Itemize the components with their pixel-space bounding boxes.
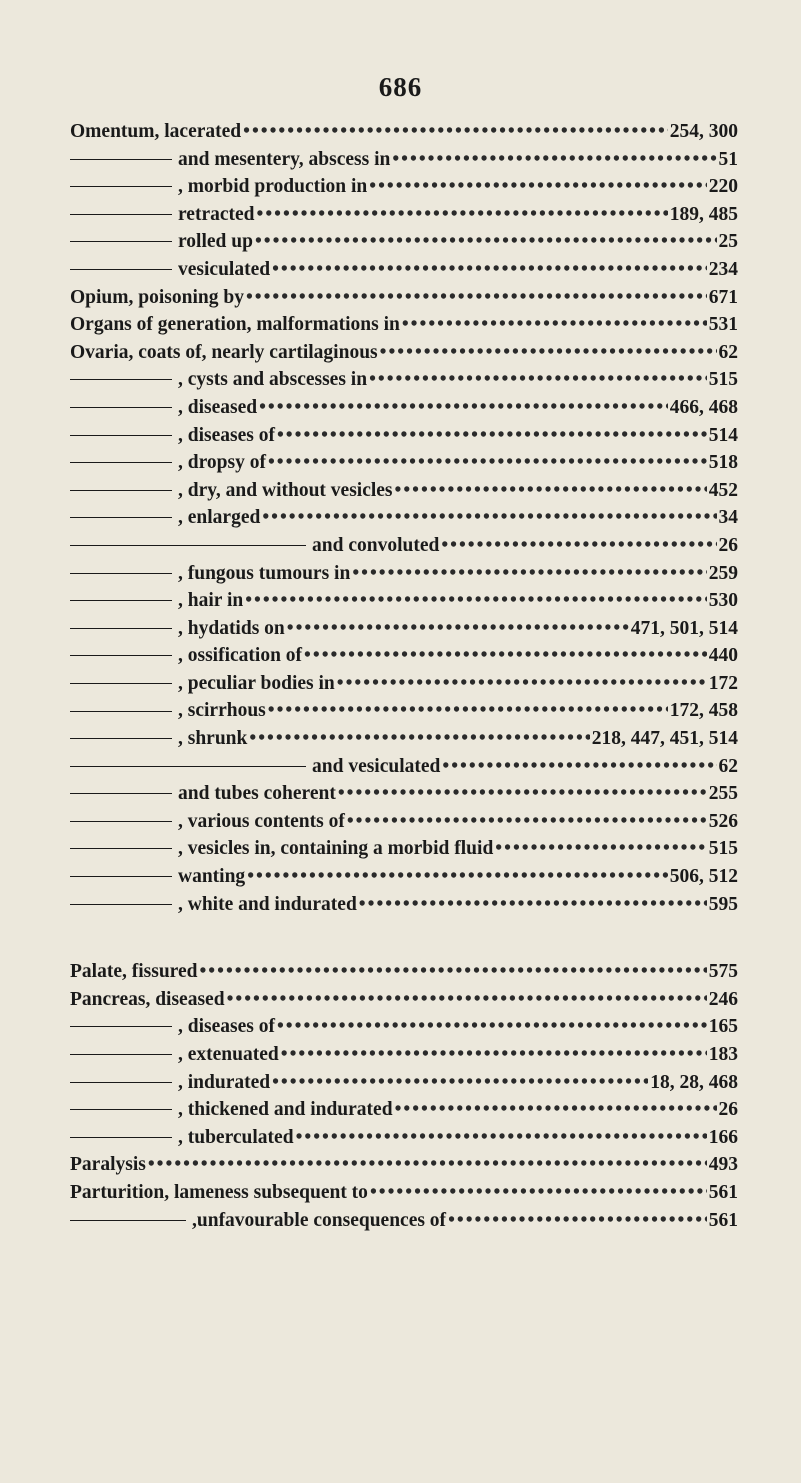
entry-term bbox=[70, 146, 390, 174]
entry-term bbox=[70, 284, 244, 312]
entry-pages: 26 bbox=[718, 534, 738, 556]
leader-dots bbox=[287, 615, 629, 643]
index-entry bbox=[70, 1151, 738, 1179]
leader-dots bbox=[337, 670, 707, 698]
index-entry bbox=[70, 118, 738, 146]
entry-term bbox=[70, 201, 255, 229]
ditto-dash bbox=[70, 1026, 172, 1027]
index-section-p bbox=[70, 958, 738, 1234]
entry-term bbox=[70, 477, 393, 505]
ditto-dash bbox=[70, 876, 172, 877]
ditto-dash bbox=[70, 793, 172, 794]
entry-term bbox=[70, 1069, 270, 1097]
entry-term-text: , diseases of bbox=[178, 1016, 275, 1038]
ditto-dash bbox=[70, 269, 172, 270]
entry-pages: 62 bbox=[718, 755, 738, 777]
ditto-dash bbox=[70, 1082, 172, 1083]
entry-term-text: , hydatids on bbox=[178, 617, 285, 639]
entry-term bbox=[70, 1207, 446, 1235]
entry-term-text: , hair in bbox=[178, 590, 244, 612]
entry-term-text: , scirrhous bbox=[178, 700, 266, 722]
entry-term bbox=[70, 891, 357, 919]
leader-dots bbox=[380, 339, 717, 367]
ditto-dash bbox=[70, 186, 172, 187]
entry-pages: 51 bbox=[718, 148, 738, 170]
leader-dots bbox=[227, 986, 707, 1014]
entry-term-text: , cysts and abscesses in bbox=[178, 369, 368, 391]
leader-dots bbox=[369, 173, 706, 201]
entry-pages: 165 bbox=[708, 1016, 738, 1038]
entry-term bbox=[70, 118, 241, 146]
entry-pages: 62 bbox=[718, 341, 738, 363]
index-entry bbox=[70, 284, 738, 312]
leader-dots bbox=[272, 1069, 648, 1097]
leader-dots bbox=[395, 477, 707, 505]
index-entry bbox=[70, 835, 738, 863]
entry-pages: 172, 458 bbox=[669, 700, 738, 722]
leader-dots bbox=[243, 118, 668, 146]
index-entry bbox=[70, 339, 738, 367]
index-entry bbox=[70, 1179, 738, 1207]
index-entry bbox=[70, 1069, 738, 1097]
leader-dots bbox=[277, 1013, 707, 1041]
leader-dots bbox=[304, 642, 707, 670]
entry-pages: 514 bbox=[708, 424, 738, 446]
entry-term bbox=[70, 256, 270, 284]
entry-term-text: Paralysis bbox=[70, 1154, 146, 1176]
entry-term-text: , extenuated bbox=[178, 1044, 279, 1065]
entry-term-text: Parturition, lameness subsequent to bbox=[70, 1181, 368, 1203]
entry-term bbox=[70, 642, 302, 670]
entry-term bbox=[70, 753, 440, 781]
entry-term bbox=[70, 863, 245, 891]
entry-term bbox=[70, 1151, 146, 1179]
entry-pages: 530 bbox=[708, 590, 738, 612]
entry-pages: 25 bbox=[718, 231, 738, 253]
ditto-dash bbox=[70, 407, 172, 408]
entry-term bbox=[70, 394, 257, 422]
entry-term bbox=[70, 560, 350, 588]
entry-term-text: Palate, fissured bbox=[70, 961, 198, 983]
entry-pages: 515 bbox=[708, 838, 738, 860]
index-entry bbox=[70, 780, 738, 808]
index-entry bbox=[70, 725, 738, 753]
index-entry bbox=[70, 532, 738, 560]
index-entry bbox=[70, 1096, 738, 1124]
entry-term bbox=[70, 1124, 294, 1152]
leader-dots bbox=[442, 753, 716, 781]
entry-pages: 220 bbox=[708, 176, 738, 198]
entry-term-text: Opium, poisoning by bbox=[70, 286, 244, 308]
entry-term-text: Organs of generation, malformations in bbox=[70, 314, 400, 336]
ditto-dash bbox=[70, 683, 172, 684]
leader-dots bbox=[246, 284, 707, 312]
entry-pages: 671 bbox=[708, 286, 738, 308]
index-entry bbox=[70, 642, 738, 670]
entry-pages: 531 bbox=[708, 314, 738, 336]
entry-term bbox=[70, 1096, 393, 1124]
entry-term bbox=[70, 1179, 368, 1207]
entry-term-text: , tuberculated bbox=[178, 1126, 294, 1148]
ditto-dash bbox=[70, 848, 172, 849]
entry-pages: 172 bbox=[708, 672, 738, 694]
entry-term bbox=[70, 504, 260, 532]
ditto-dash bbox=[70, 628, 172, 629]
entry-pages: 234 bbox=[708, 258, 738, 280]
entry-term-text: and vesiculated bbox=[312, 755, 441, 777]
entry-term-text: retracted bbox=[178, 203, 255, 225]
ditto-dash bbox=[70, 600, 172, 601]
index-entry bbox=[70, 504, 738, 532]
entry-pages: 166 bbox=[708, 1126, 738, 1148]
entry-pages: 561 bbox=[708, 1209, 738, 1231]
index-entry bbox=[70, 808, 738, 836]
entry-term-text: Omentum, lacerated bbox=[70, 121, 242, 142]
entry-term bbox=[70, 449, 266, 477]
entry-pages: 189, 485 bbox=[669, 203, 738, 225]
entry-term bbox=[70, 808, 345, 836]
ditto-dash bbox=[70, 490, 172, 491]
entry-term-text: and convoluted bbox=[312, 534, 440, 556]
entry-term-text: , shrunk bbox=[178, 728, 248, 750]
leader-dots bbox=[495, 835, 706, 863]
entry-term-text: , ossification of bbox=[178, 645, 303, 667]
entry-pages: 595 bbox=[708, 893, 738, 915]
leader-dots bbox=[441, 532, 716, 560]
entry-term-text: vesiculated bbox=[178, 258, 271, 280]
index-entry bbox=[70, 1124, 738, 1152]
entry-pages: 526 bbox=[708, 810, 738, 832]
entry-pages: 218, 447, 451, 514 bbox=[591, 728, 738, 750]
entry-term-text: rolled up bbox=[178, 231, 253, 253]
index-entry bbox=[70, 477, 738, 505]
index-entry bbox=[70, 1207, 738, 1235]
index-entry bbox=[70, 958, 738, 986]
leader-dots bbox=[259, 394, 668, 422]
leader-dots bbox=[395, 1096, 717, 1124]
entry-term-text: , diseases of bbox=[178, 424, 275, 446]
ditto-dash bbox=[70, 241, 172, 242]
entry-pages: 561 bbox=[708, 1181, 738, 1203]
ditto-dash bbox=[70, 1137, 172, 1138]
entry-term bbox=[70, 1041, 279, 1069]
entry-pages: 452 bbox=[708, 479, 738, 501]
entry-term-text: , fungous tumours in bbox=[178, 562, 351, 584]
ditto-dash bbox=[70, 517, 172, 518]
entry-term-text: , white and indurated bbox=[178, 893, 357, 915]
entry-pages: 518 bbox=[708, 452, 738, 474]
ditto-dash bbox=[70, 573, 172, 574]
leader-dots bbox=[199, 958, 706, 986]
index-entry bbox=[70, 1041, 738, 1069]
entry-term-text: , dropsy of bbox=[178, 452, 266, 474]
entry-pages: 440 bbox=[708, 645, 738, 667]
index-section-o bbox=[70, 118, 738, 918]
leader-dots bbox=[268, 697, 668, 725]
leader-dots bbox=[255, 228, 717, 256]
entry-pages: 26 bbox=[718, 1099, 738, 1121]
entry-term-text: , various contents of bbox=[178, 810, 345, 832]
entry-term bbox=[70, 422, 275, 450]
ditto-dash bbox=[70, 1109, 172, 1110]
leader-dots bbox=[392, 146, 716, 174]
leader-dots bbox=[448, 1207, 707, 1235]
leader-dots bbox=[369, 366, 707, 394]
entry-term bbox=[70, 587, 243, 615]
index-entry bbox=[70, 311, 738, 339]
entry-pages: 259 bbox=[708, 562, 738, 584]
entry-pages: 34 bbox=[718, 507, 738, 529]
index-entry bbox=[70, 422, 738, 450]
entry-term bbox=[70, 780, 336, 808]
ditto-dash bbox=[70, 159, 172, 160]
index-entry bbox=[70, 146, 738, 174]
leader-dots bbox=[370, 1179, 707, 1207]
entry-term bbox=[70, 339, 378, 367]
index-entry bbox=[70, 366, 738, 394]
index-listing bbox=[70, 118, 738, 1234]
entry-term bbox=[70, 532, 439, 560]
leader-dots bbox=[262, 504, 716, 532]
index-entry bbox=[70, 587, 738, 615]
ditto-dash bbox=[70, 904, 172, 905]
entry-term bbox=[70, 1013, 275, 1041]
entry-pages: 183 bbox=[708, 1044, 738, 1065]
entry-term bbox=[70, 173, 367, 201]
leader-dots bbox=[296, 1124, 707, 1152]
index-entry bbox=[70, 201, 738, 229]
ditto-dash bbox=[70, 655, 172, 656]
entry-term bbox=[70, 725, 247, 753]
index-entry bbox=[70, 1013, 738, 1041]
entry-term bbox=[70, 228, 253, 256]
index-entry bbox=[70, 697, 738, 725]
entry-term-text: Pancreas, diseased bbox=[70, 988, 225, 1010]
entry-term-text: wanting bbox=[178, 866, 246, 888]
ditto-dash bbox=[70, 545, 306, 546]
entry-term bbox=[70, 615, 285, 643]
entry-term-text: , enlarged bbox=[178, 507, 261, 529]
index-entry bbox=[70, 863, 738, 891]
index-entry bbox=[70, 615, 738, 643]
leader-dots bbox=[338, 780, 707, 808]
leader-dots bbox=[277, 422, 707, 450]
entry-term bbox=[70, 958, 197, 986]
entry-term-text: and tubes coherent bbox=[178, 783, 336, 805]
entry-pages: 493 bbox=[708, 1154, 738, 1176]
index-entry bbox=[70, 670, 738, 698]
entry-pages: 255 bbox=[708, 783, 738, 805]
entry-term-text: , morbid production in bbox=[178, 176, 368, 198]
leader-dots bbox=[247, 863, 668, 891]
leader-dots bbox=[148, 1151, 707, 1179]
index-entry bbox=[70, 173, 738, 201]
entry-term-text: ,unfavourable consequences of bbox=[192, 1209, 447, 1231]
page-number: 686 bbox=[378, 72, 423, 102]
entry-term bbox=[70, 366, 367, 394]
leader-dots bbox=[352, 560, 706, 588]
entry-pages: 506, 512 bbox=[669, 866, 738, 888]
ditto-dash bbox=[70, 379, 172, 380]
entry-pages: 18, 28, 468 bbox=[650, 1071, 738, 1093]
ditto-dash bbox=[70, 214, 172, 215]
leader-dots bbox=[347, 808, 707, 836]
leader-dots bbox=[359, 891, 707, 919]
entry-pages: 466, 468 bbox=[669, 396, 738, 418]
entry-term-text: , indurated bbox=[178, 1071, 271, 1093]
entry-term-text: , dry, and without vesicles bbox=[178, 479, 393, 501]
index-entry bbox=[70, 986, 738, 1014]
index-entry bbox=[70, 891, 738, 919]
ditto-dash bbox=[70, 738, 172, 739]
entry-pages: 471, 501, 514 bbox=[630, 617, 738, 639]
entry-term-text: and mesentery, abscess in bbox=[178, 148, 391, 170]
ditto-dash bbox=[70, 711, 172, 712]
entry-term-text: , thickened and indurated bbox=[178, 1099, 393, 1121]
leader-dots bbox=[268, 449, 707, 477]
leader-dots bbox=[245, 587, 707, 615]
entry-term-text: Ovaria, coats of, nearly cartilaginous bbox=[70, 341, 378, 363]
ditto-dash bbox=[70, 766, 306, 767]
entry-term bbox=[70, 697, 266, 725]
leader-dots bbox=[257, 201, 668, 229]
entry-pages: 575 bbox=[708, 961, 738, 983]
index-entry bbox=[70, 449, 738, 477]
entry-term bbox=[70, 986, 225, 1014]
ditto-dash bbox=[70, 462, 172, 463]
entry-pages: 246 bbox=[708, 988, 738, 1010]
entry-term-text: , vesicles in, containing a morbid fluid bbox=[178, 838, 494, 860]
entry-pages: 254, 300 bbox=[669, 121, 738, 142]
ditto-dash bbox=[70, 821, 172, 822]
leader-dots bbox=[272, 256, 707, 284]
entry-term bbox=[70, 311, 400, 339]
ditto-dash bbox=[70, 435, 172, 436]
entry-term bbox=[70, 670, 335, 698]
entry-term-text: , peculiar bodies in bbox=[178, 672, 335, 694]
leader-dots bbox=[402, 311, 707, 339]
index-entry bbox=[70, 394, 738, 422]
entry-term bbox=[70, 835, 493, 863]
index-entry bbox=[70, 228, 738, 256]
entry-term-text: , diseased bbox=[178, 396, 258, 418]
index-entry bbox=[70, 560, 738, 588]
ditto-dash bbox=[70, 1220, 186, 1221]
index-entry bbox=[70, 256, 738, 284]
leader-dots bbox=[281, 1041, 707, 1069]
ditto-dash bbox=[70, 1054, 172, 1055]
index-entry bbox=[70, 753, 738, 781]
entry-pages: 515 bbox=[708, 369, 738, 391]
leader-dots bbox=[249, 725, 589, 753]
